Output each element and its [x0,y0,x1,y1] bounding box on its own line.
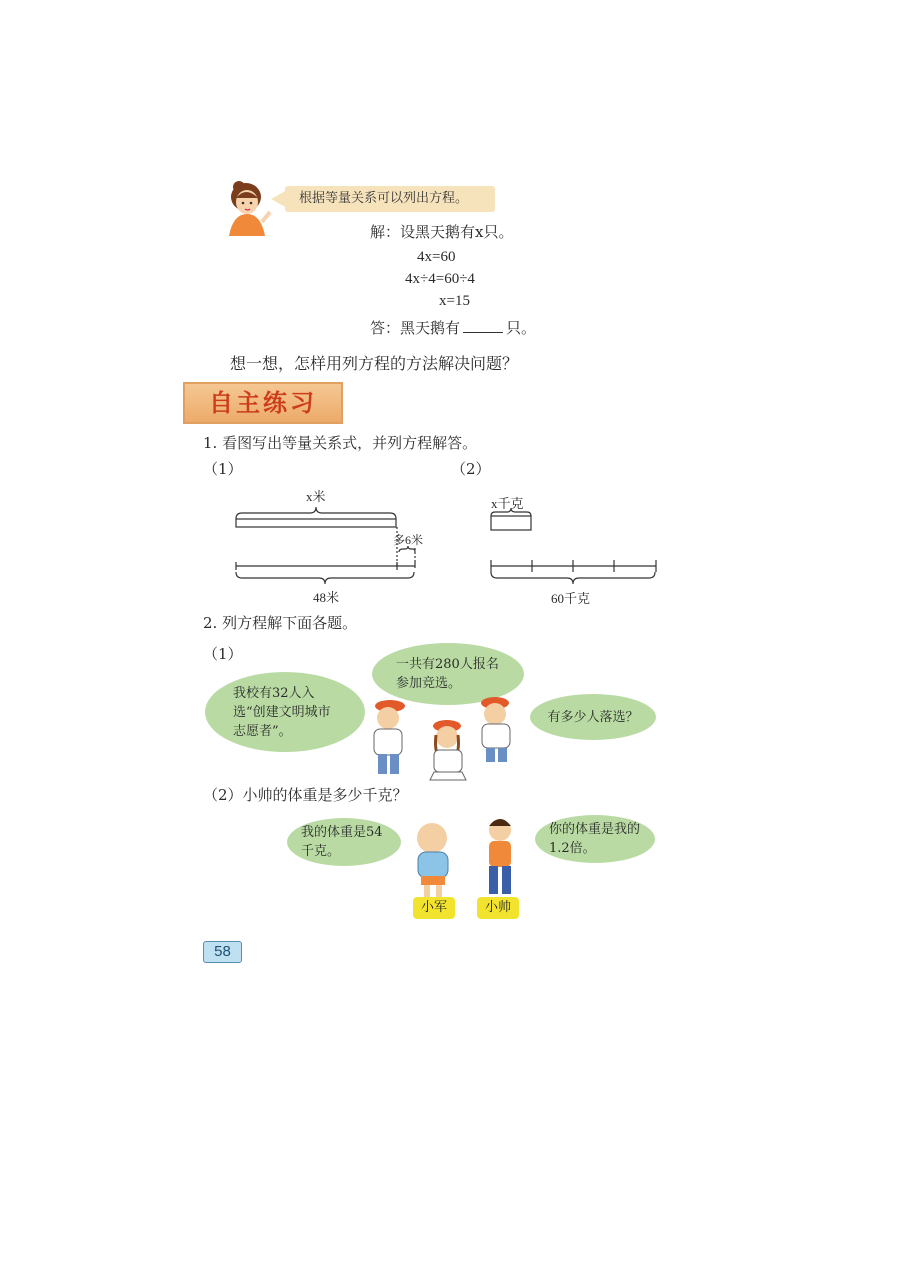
xiaoshuai-figure [489,819,511,894]
think-prompt: 想一想，怎样用列方程的方法解决问题？ [230,354,519,373]
bubble-xiaoshuai [535,815,655,863]
boy-right [481,697,510,762]
bubble-question [530,694,656,740]
q2-part2-text: （2）小帅的体重是多少千克？ [203,786,408,804]
d2-top-bar [491,516,531,530]
answer-blank[interactable] [463,318,503,333]
hint-text: 根据等量关系可以列出方程。 [285,186,495,212]
equation-2: 4x÷4=60÷4 [405,271,475,287]
teacher-figure [229,181,270,236]
equation-3: x=15 [439,293,470,309]
d2-bottom-label: 60千克 [551,591,591,606]
d1-top-label: x米 [306,489,326,504]
answer-line [370,318,536,337]
name-tag-xiaojun: 小军 [413,897,455,919]
q2-text: 2. 列方程解下面各题。 [203,614,358,632]
boy-left [374,700,405,774]
q1-part2-label: （2） [451,460,491,478]
bubble-xiaoshuai-text: 你的体重是我的1.2倍。 [549,822,641,856]
d1-top-bar [236,519,396,527]
bubble-xiaojun [287,818,401,866]
page-number: 58 [203,941,242,963]
name-tag-xiaoshuai: 小帅 [477,897,519,919]
d1-top-brace [236,507,396,519]
d1-bottom-brace [236,572,414,584]
bubble-selected-32 [205,672,365,752]
d2-bottom-brace [491,572,655,584]
bubble-total-280-text: 一共有280人报名参加竞选。 [396,657,499,691]
q2-part1-label: （1） [203,645,243,663]
answer-prefix: 答：黑天鹅有 [370,319,461,337]
d1-extra-label: 多6米 [393,533,424,547]
answer-suffix: 只。 [506,319,537,337]
solution-let: 解：设黑天鹅有x只。 [370,223,514,241]
section-title: 自主练习 [183,382,343,424]
bubble-question-text: 有多少人落选？ [547,709,639,725]
bubble-total-280 [372,643,524,705]
bubble-selected-32-text: 我校有32人入选“创建文明城市志愿者”。 [233,685,331,739]
xiaojun-figure [417,823,448,897]
q1-part1-label: （1） [203,460,243,478]
girl-center [430,720,466,780]
bubble-xiaojun-text: 我的体重是54千克。 [301,825,383,859]
equation-1: 4x=60 [417,249,456,265]
d2-top-label: x千克 [491,496,524,511]
q1-text: 1. 看图写出等量关系式，并列方程解答。 [203,434,478,452]
d1-bottom-label: 48米 [313,590,340,605]
